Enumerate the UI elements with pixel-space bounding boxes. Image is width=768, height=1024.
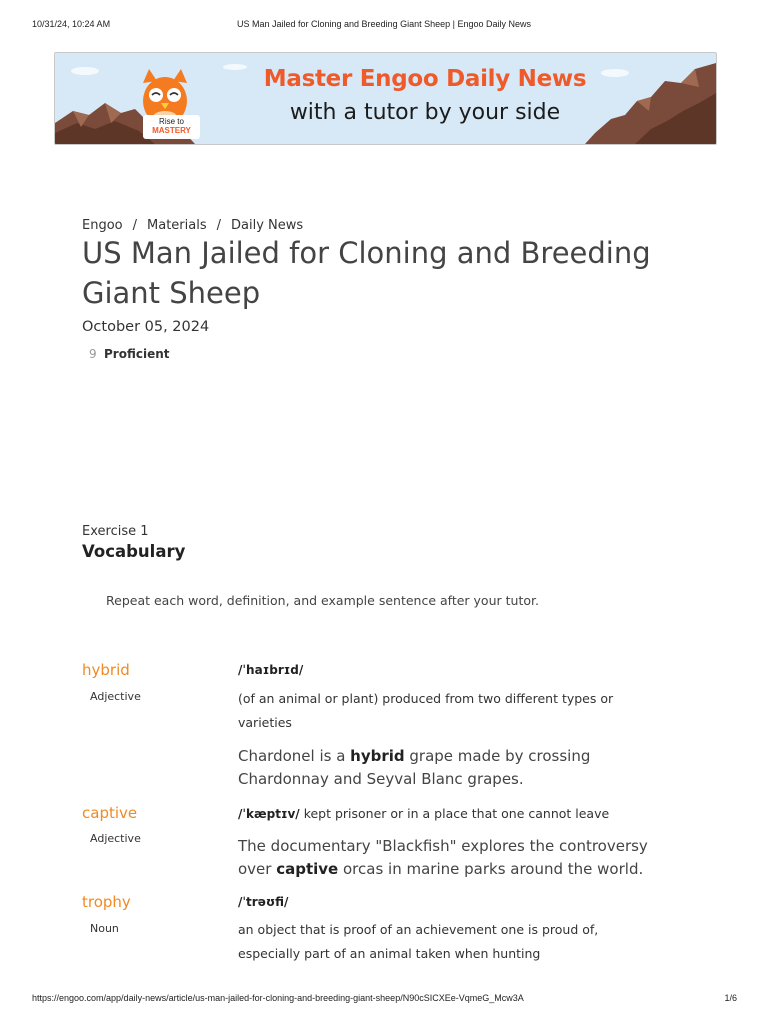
breadcrumb-separator: / bbox=[132, 218, 138, 233]
vocab-definition: an object that is proof of an achievement one is proud of, especially part of an animal taken when hunting bbox=[238, 922, 599, 961]
vocab-example: The documentary "Blackfish" explores the controversy over captive orcas in marine parks around the world. bbox=[238, 837, 648, 878]
vocab-pos: Noun bbox=[90, 922, 119, 935]
vocab-ipa-and-definition: /ˈkæptɪv/ kept prisoner or in a place that one cannot leave bbox=[238, 806, 610, 821]
level-number: 9 bbox=[89, 347, 97, 361]
vocab-ipa: /ˈhaɪbrɪd/ bbox=[238, 663, 304, 677]
rise-to-mastery-badge: Rise to MASTERY bbox=[143, 115, 200, 139]
breadcrumb-separator: / bbox=[216, 218, 221, 233]
vocab-definition: (of an animal or plant) produced from two different types or varieties bbox=[238, 691, 614, 730]
article-date: October 05, 2024 bbox=[82, 319, 210, 335]
banner-title: Master Engoo Daily News bbox=[263, 66, 587, 92]
breadcrumb-materials[interactable]: Materials bbox=[147, 218, 207, 233]
vocab-ipa: /ˈtrəʊfi/ bbox=[238, 895, 289, 909]
vocab-word-hybrid: hybrid bbox=[82, 661, 130, 679]
print-datetime: 10/31/24, 10:24 AM bbox=[32, 19, 111, 29]
vocab-pos: Adjective bbox=[90, 832, 141, 845]
banner-subtitle: with a tutor by your side bbox=[289, 100, 561, 125]
vocab-pos: Adjective bbox=[90, 690, 141, 703]
article-title: US Man Jailed for Cloning and Breeding Giant Sheep bbox=[82, 236, 651, 310]
print-page-title: US Man Jailed for Cloning and Breeding Giant Sheep | Engoo Daily News bbox=[236, 19, 531, 29]
vocab-definition: kept prisoner or in a place that one cannot leave bbox=[303, 806, 610, 821]
promo-banner[interactable] bbox=[54, 52, 717, 145]
exercise-title: Vocabulary bbox=[82, 542, 186, 561]
print-url: https://engoo.com/app/daily-news/article/us-man-jailed-for-cloning-and-breeding-giant-sheep/N90cSICXEe-VqmeG_Mcw3A bbox=[32, 993, 524, 1003]
vocab-word-trophy: trophy bbox=[82, 893, 131, 911]
breadcrumb-engoo[interactable]: Engoo bbox=[82, 218, 123, 233]
exercise-instructions: Repeat each word, definition, and example sentence after your tutor. bbox=[106, 593, 539, 608]
vocab-word-captive: captive bbox=[82, 804, 138, 822]
level-label: Proficient bbox=[104, 347, 170, 361]
vocab-example: Chardonel is a hybrid grape made by crossing Chardonnay and Seyval Blanc grapes. bbox=[238, 747, 591, 788]
print-page-number: 1/6 bbox=[724, 993, 737, 1003]
exercise-label: Exercise 1 bbox=[82, 524, 149, 539]
breadcrumb-daily-news[interactable]: Daily News bbox=[231, 218, 304, 233]
breadcrumb bbox=[82, 218, 303, 233]
